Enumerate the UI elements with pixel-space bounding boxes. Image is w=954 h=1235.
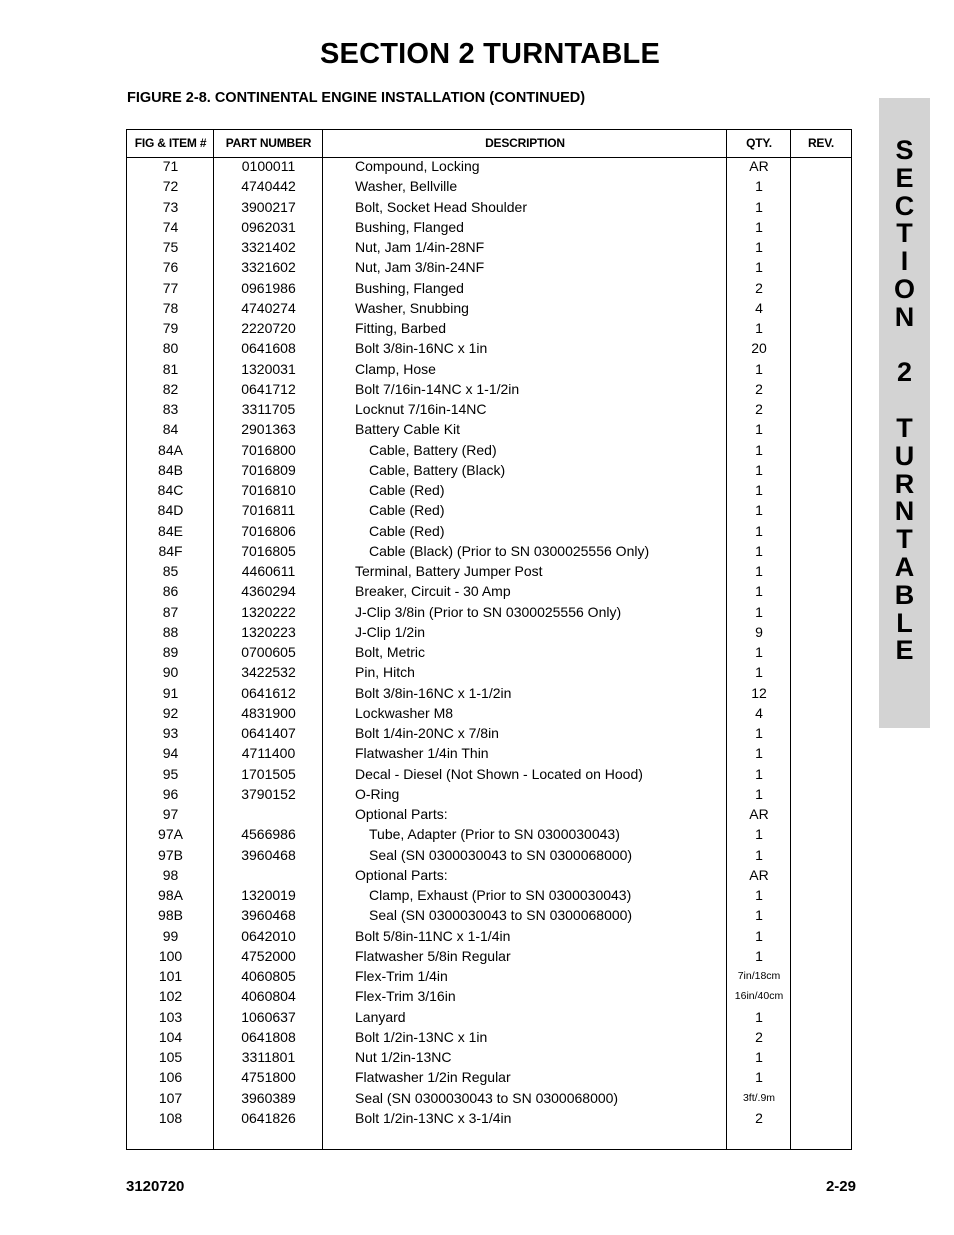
table-row bbox=[127, 684, 851, 704]
fig-item-cell: 98B bbox=[158, 907, 183, 924]
qty-cell: AR bbox=[749, 866, 769, 883]
qty-cell: 1 bbox=[755, 218, 763, 235]
description-cell: Cable (Red) bbox=[369, 482, 445, 498]
table-body bbox=[127, 157, 851, 1129]
part-number-cell: 3311801 bbox=[241, 1049, 296, 1065]
part-number-cell: 4751800 bbox=[241, 1069, 296, 1086]
part-number-cell: 4740442 bbox=[241, 178, 296, 195]
fig-item-cell: 103 bbox=[158, 1008, 183, 1025]
side-tab-letter: A bbox=[894, 552, 915, 582]
part-number-cell: 7016800 bbox=[241, 441, 296, 458]
qty-cell: 1 bbox=[755, 887, 763, 903]
table-row bbox=[127, 663, 851, 683]
fig-item-cell: 84D bbox=[157, 502, 184, 519]
part-number-cell: 0641407 bbox=[241, 725, 296, 741]
description-cell: Optional Parts: bbox=[355, 806, 448, 822]
fig-item-cell: 79 bbox=[162, 320, 179, 336]
fig-item-cell: 83 bbox=[162, 401, 179, 417]
description-cell: Decal - Diesel (Not Shown - Located on Hood) bbox=[355, 765, 643, 782]
fig-item-cell: 84E bbox=[158, 522, 183, 539]
table-row bbox=[127, 238, 851, 258]
fig-item-cell: 100 bbox=[158, 947, 183, 964]
description-cell: Nut 1/2in-13NC bbox=[355, 1049, 452, 1065]
part-number-cell: 4460611 bbox=[241, 563, 296, 579]
table-row bbox=[127, 927, 851, 947]
qty-cell: 2 bbox=[755, 1028, 763, 1045]
qty-cell: 1 bbox=[755, 644, 763, 660]
figure-title: FIGURE 2-8. CONTINENTAL ENGINE INSTALLATION (CONTINUED) bbox=[127, 90, 586, 106]
description-cell: Bolt 7/16in-14NC x 1-1/2in bbox=[355, 380, 520, 397]
qty-cell: 1 bbox=[755, 785, 763, 802]
fig-item-cell: 94 bbox=[162, 745, 179, 762]
description-cell: Pin, Hitch bbox=[355, 664, 415, 681]
part-number-cell: 3790152 bbox=[241, 785, 296, 802]
fig-item-cell: 84C bbox=[157, 482, 184, 498]
description-cell: O-Ring bbox=[355, 785, 400, 802]
qty-cell: AR bbox=[749, 806, 769, 822]
description-cell: Bolt, Metric bbox=[355, 644, 426, 660]
fig-item-cell: 91 bbox=[162, 684, 179, 701]
fig-item-cell: 72 bbox=[162, 178, 179, 195]
part-number-cell: 0641826 bbox=[241, 1109, 296, 1126]
side-tab-letter: 2 bbox=[896, 357, 913, 388]
description-cell: Clamp, Exhaust (Prior to SN 0300030043) bbox=[369, 887, 632, 903]
table-row bbox=[127, 562, 851, 582]
table-row bbox=[127, 1109, 851, 1129]
description-cell: Bushing, Flanged bbox=[355, 279, 464, 296]
qty-cell: 1 bbox=[755, 360, 763, 377]
table-row bbox=[127, 461, 851, 481]
description-cell: Battery Cable Kit bbox=[355, 421, 461, 438]
description-cell: Seal (SN 0300030043 to SN 0300068000) bbox=[369, 907, 633, 924]
table-row bbox=[127, 582, 851, 602]
fig-item-cell: 82 bbox=[162, 380, 179, 397]
header-part-number: PART NUMBER bbox=[225, 136, 312, 150]
table-row bbox=[127, 1008, 851, 1028]
part-number-cell: 0641712 bbox=[241, 380, 296, 397]
table-row bbox=[127, 785, 851, 805]
fig-item-cell: 80 bbox=[162, 340, 179, 357]
side-tab-letter: R bbox=[894, 468, 915, 499]
fig-item-cell: 78 bbox=[162, 299, 179, 316]
part-number-cell: 4831900 bbox=[241, 704, 296, 721]
fig-item-cell: 98A bbox=[158, 887, 183, 903]
table-row bbox=[127, 279, 851, 299]
side-tab-letter: T bbox=[896, 218, 913, 249]
description-cell: Terminal, Battery Jumper Post bbox=[355, 563, 543, 579]
description-cell: J-Clip 1/2in bbox=[355, 623, 426, 640]
qty-cell: 1 bbox=[755, 1069, 763, 1086]
part-number-cell: 4711400 bbox=[241, 745, 296, 762]
part-number-cell: 7016809 bbox=[241, 461, 296, 478]
qty-cell: 1 bbox=[755, 421, 763, 438]
description-cell: Lanyard bbox=[355, 1008, 406, 1025]
qty-cell: 1 bbox=[755, 461, 763, 478]
header-description: DESCRIPTION bbox=[485, 136, 565, 150]
qty-cell: 1 bbox=[755, 178, 763, 195]
part-number-cell: 4360294 bbox=[241, 583, 296, 600]
description-cell: Bolt 5/8in-11NC x 1-1/4in bbox=[355, 927, 511, 944]
table-row bbox=[127, 380, 851, 400]
table-row bbox=[127, 299, 851, 319]
document-number: 3120720 bbox=[126, 1178, 185, 1195]
fig-item-cell: 81 bbox=[162, 360, 179, 377]
table-header bbox=[127, 130, 851, 158]
side-tab-letter: T bbox=[896, 524, 913, 555]
part-number-cell: 3321602 bbox=[241, 259, 296, 276]
description-cell: Flex-Trim 3/16in bbox=[355, 988, 456, 1005]
fig-item-cell: 84 bbox=[162, 421, 179, 438]
part-number-cell: 0642010 bbox=[241, 927, 296, 944]
description-cell: Fitting, Barbed bbox=[355, 320, 447, 336]
qty-cell: 1 bbox=[755, 198, 763, 215]
part-number-cell: 2220720 bbox=[241, 320, 296, 336]
part-number-cell: 4740274 bbox=[241, 299, 296, 316]
side-tab-letter: S bbox=[895, 135, 914, 165]
side-tab-letter: N bbox=[894, 496, 915, 527]
fig-item-cell: 97B bbox=[158, 846, 183, 863]
qty-cell: 7in/18cm bbox=[737, 970, 781, 982]
header-qty: QTY. bbox=[746, 136, 772, 150]
fig-item-cell: 104 bbox=[158, 1028, 183, 1045]
fig-item-cell: 75 bbox=[162, 239, 179, 255]
table-row bbox=[127, 603, 851, 623]
qty-cell: 1 bbox=[755, 542, 763, 559]
description-cell: Washer, Snubbing bbox=[355, 299, 469, 316]
table-row bbox=[127, 522, 851, 542]
description-cell: Locknut 7/16in-14NC bbox=[355, 401, 487, 417]
table-row bbox=[127, 360, 851, 380]
description-cell: Seal (SN 0300030043 to SN 0300068000) bbox=[355, 1089, 619, 1106]
page-number: 2-29 bbox=[825, 1178, 856, 1195]
description-cell: Flatwasher 1/2in Regular bbox=[355, 1069, 511, 1086]
section-side-tab bbox=[879, 98, 930, 728]
qty-cell: AR bbox=[749, 158, 769, 174]
part-number-cell: 3311705 bbox=[241, 401, 296, 417]
qty-cell: 1 bbox=[755, 583, 763, 600]
fig-item-cell: 95 bbox=[162, 765, 179, 782]
description-cell: Compound, Locking bbox=[355, 158, 480, 174]
fig-item-cell: 102 bbox=[158, 988, 183, 1005]
table-row bbox=[127, 441, 851, 461]
description-cell: Tube, Adapter (Prior to SN 0300030043) bbox=[369, 826, 620, 843]
section-title: SECTION 2 TURNTABLE bbox=[320, 38, 660, 70]
table-row bbox=[127, 542, 851, 562]
part-number-cell: 3960468 bbox=[241, 907, 296, 924]
fig-item-cell: 101 bbox=[158, 968, 183, 984]
table-row bbox=[127, 805, 851, 825]
fig-item-cell: 97A bbox=[158, 826, 183, 843]
qty-cell: 1 bbox=[755, 1049, 763, 1065]
qty-cell: 12 bbox=[751, 684, 767, 701]
description-cell: Flatwasher 5/8in Regular bbox=[355, 947, 511, 964]
qty-cell: 1 bbox=[755, 482, 763, 498]
part-number-cell: 1060637 bbox=[241, 1008, 296, 1025]
description-cell: Flatwasher 1/4in Thin bbox=[355, 745, 489, 762]
side-tab-letter: B bbox=[894, 579, 915, 610]
part-number-cell: 7016810 bbox=[241, 482, 296, 498]
part-number-cell: 3422532 bbox=[241, 664, 296, 681]
part-number-cell: 1320019 bbox=[241, 887, 296, 903]
side-tab-letter: E bbox=[895, 635, 914, 666]
description-cell: Cable, Battery (Black) bbox=[369, 461, 506, 478]
part-number-cell: 3321402 bbox=[241, 239, 296, 255]
qty-cell: 4 bbox=[755, 704, 763, 721]
fig-item-cell: 97 bbox=[162, 806, 179, 822]
table-row bbox=[127, 866, 851, 886]
qty-cell: 3ft/.9m bbox=[742, 1091, 776, 1104]
description-cell: Bolt 1/4in-20NC x 7/8in bbox=[355, 725, 499, 741]
table-row bbox=[127, 623, 851, 643]
fig-item-cell: 89 bbox=[162, 644, 179, 660]
description-cell: Bolt, Socket Head Shoulder bbox=[355, 198, 527, 215]
description-cell: Flex-Trim 1/4in bbox=[355, 968, 448, 984]
part-number-cell: 7016811 bbox=[241, 502, 296, 519]
fig-item-cell: 84F bbox=[158, 542, 183, 559]
header-fig-item: FIG & ITEM # bbox=[134, 136, 207, 150]
table-row bbox=[127, 1028, 851, 1048]
description-cell: Breaker, Circuit - 30 Amp bbox=[355, 583, 511, 600]
description-cell: Washer, Bellville bbox=[355, 178, 458, 195]
part-number-cell: 1320031 bbox=[241, 360, 296, 377]
fig-item-cell: 108 bbox=[158, 1109, 183, 1126]
qty-cell: 1 bbox=[755, 259, 763, 276]
table-row bbox=[127, 420, 851, 440]
part-number-cell: 0961986 bbox=[241, 279, 296, 296]
description-cell: Clamp, Hose bbox=[355, 360, 436, 377]
fig-item-cell: 92 bbox=[162, 704, 179, 721]
fig-item-cell: 76 bbox=[162, 259, 179, 276]
description-cell: Cable (Black) (Prior to SN 0300025556 Only) bbox=[369, 542, 650, 559]
fig-item-cell: 96 bbox=[162, 785, 179, 802]
table-row bbox=[127, 177, 851, 197]
qty-cell: 2 bbox=[755, 1109, 763, 1126]
table-row bbox=[127, 481, 851, 501]
table-row bbox=[127, 947, 851, 967]
table-row bbox=[127, 258, 851, 278]
description-cell: Bolt 3/8in-16NC x 1-1/2in bbox=[355, 684, 512, 701]
table-row bbox=[127, 906, 851, 926]
part-number-cell: 1701505 bbox=[241, 765, 296, 782]
fig-item-cell: 77 bbox=[162, 279, 179, 296]
fig-item-cell: 86 bbox=[162, 583, 179, 600]
qty-cell: 1 bbox=[755, 320, 763, 336]
qty-cell: 1 bbox=[755, 907, 763, 924]
qty-cell: 1 bbox=[755, 826, 763, 843]
part-number-cell: 7016805 bbox=[241, 542, 296, 559]
table-row bbox=[127, 400, 851, 420]
table-row bbox=[127, 704, 851, 724]
description-cell: Bolt 1/2in-13NC x 1in bbox=[355, 1028, 488, 1045]
description-cell: Bushing, Flanged bbox=[355, 218, 464, 235]
table-row bbox=[127, 886, 851, 906]
qty-cell: 16in/40cm bbox=[734, 990, 784, 1003]
part-number-cell: 4752000 bbox=[241, 947, 296, 964]
table-row bbox=[127, 846, 851, 866]
table-row bbox=[127, 643, 851, 663]
side-tab-letter: N bbox=[894, 301, 915, 332]
description-cell: Bolt 1/2in-13NC x 3-1/4in bbox=[355, 1109, 512, 1126]
fig-item-cell: 107 bbox=[158, 1089, 183, 1106]
part-number-cell: 1320222 bbox=[241, 603, 296, 620]
table-row bbox=[127, 765, 851, 785]
side-tab-letter: L bbox=[896, 607, 913, 638]
fig-item-cell: 93 bbox=[162, 725, 179, 741]
qty-cell: 1 bbox=[755, 927, 763, 944]
qty-cell: 2 bbox=[755, 279, 763, 296]
fig-item-cell: 85 bbox=[162, 563, 179, 579]
qty-cell: 1 bbox=[755, 239, 763, 255]
fig-item-cell: 99 bbox=[162, 927, 179, 944]
qty-cell: 1 bbox=[755, 522, 763, 539]
table-row bbox=[127, 967, 851, 987]
fig-item-cell: 88 bbox=[162, 623, 179, 640]
description-cell: Cable (Red) bbox=[369, 502, 445, 519]
part-number-cell: 3900217 bbox=[241, 198, 296, 215]
description-cell: Cable (Red) bbox=[369, 522, 445, 539]
qty-cell: 1 bbox=[755, 664, 763, 681]
part-number-cell: 3960389 bbox=[241, 1089, 296, 1106]
qty-cell: 1 bbox=[755, 603, 763, 620]
table-row bbox=[127, 987, 851, 1007]
side-tab-letter: U bbox=[894, 440, 915, 471]
fig-item-cell: 98 bbox=[162, 866, 179, 883]
qty-cell: 1 bbox=[755, 725, 763, 741]
fig-item-cell: 87 bbox=[162, 603, 179, 620]
table-row bbox=[127, 339, 851, 359]
header-rev: REV. bbox=[807, 136, 835, 150]
table-row bbox=[127, 825, 851, 845]
fig-item-cell: 84A bbox=[158, 441, 183, 458]
table-row bbox=[127, 501, 851, 521]
fig-item-cell: 71 bbox=[162, 158, 179, 174]
table-row bbox=[127, 1089, 851, 1109]
part-number-cell: 4060804 bbox=[241, 988, 296, 1005]
qty-cell: 1 bbox=[755, 947, 763, 964]
table-row bbox=[127, 1068, 851, 1088]
part-number-cell: 7016806 bbox=[241, 522, 296, 539]
part-number-cell: 0700605 bbox=[241, 644, 296, 660]
qty-cell: 1 bbox=[755, 563, 763, 579]
description-cell: Lockwasher M8 bbox=[355, 704, 454, 721]
table-row bbox=[127, 198, 851, 218]
qty-cell: 20 bbox=[751, 340, 767, 357]
part-number-cell: 0641808 bbox=[241, 1028, 296, 1045]
qty-cell: 1 bbox=[755, 502, 763, 519]
parts-table bbox=[126, 129, 852, 1150]
part-number-cell: 0641612 bbox=[241, 684, 296, 701]
description-cell: Bolt 3/8in-16NC x 1in bbox=[355, 340, 488, 357]
table-row bbox=[127, 157, 851, 177]
side-tab-letter: E bbox=[895, 162, 914, 193]
qty-cell: 2 bbox=[755, 380, 763, 397]
part-number-cell: 4566986 bbox=[241, 826, 296, 843]
description-cell: Cable, Battery (Red) bbox=[369, 441, 497, 458]
fig-item-cell: 106 bbox=[158, 1069, 183, 1086]
fig-item-cell: 105 bbox=[158, 1049, 183, 1065]
fig-item-cell: 84B bbox=[158, 461, 183, 478]
description-cell: Optional Parts: bbox=[355, 866, 448, 883]
table-row bbox=[127, 218, 851, 238]
qty-cell: 1 bbox=[755, 441, 763, 458]
qty-cell: 1 bbox=[755, 846, 763, 863]
fig-item-cell: 74 bbox=[162, 218, 179, 235]
qty-cell: 1 bbox=[755, 765, 763, 782]
part-number-cell: 1320223 bbox=[241, 623, 296, 640]
part-number-cell: 0641608 bbox=[241, 340, 296, 357]
part-number-cell: 2901363 bbox=[241, 421, 296, 438]
table-row bbox=[127, 1048, 851, 1068]
part-number-cell: 0962031 bbox=[241, 218, 296, 235]
qty-cell: 2 bbox=[755, 401, 763, 417]
table-row bbox=[127, 724, 851, 744]
side-tab-letter: C bbox=[894, 190, 915, 221]
description-cell: Nut, Jam 3/8in-24NF bbox=[355, 259, 485, 276]
qty-cell: 1 bbox=[755, 745, 763, 762]
fig-item-cell: 90 bbox=[162, 664, 179, 681]
qty-cell: 1 bbox=[755, 1008, 763, 1025]
side-tab-letter: T bbox=[896, 413, 913, 443]
part-number-cell: 4060805 bbox=[241, 968, 296, 984]
table-row bbox=[127, 744, 851, 764]
side-tab-letter: O bbox=[893, 274, 915, 304]
qty-cell: 4 bbox=[755, 299, 763, 316]
side-tab-letter: I bbox=[900, 246, 909, 277]
table-row bbox=[127, 319, 851, 339]
description-cell: J-Clip 3/8in (Prior to SN 0300025556 Only) bbox=[355, 603, 622, 620]
description-cell: Nut, Jam 1/4in-28NF bbox=[355, 239, 485, 255]
part-number-cell: 0100011 bbox=[241, 158, 296, 174]
description-cell: Seal (SN 0300030043 to SN 0300068000) bbox=[369, 846, 633, 863]
qty-cell: 9 bbox=[755, 623, 763, 640]
fig-item-cell: 73 bbox=[162, 198, 179, 215]
part-number-cell: 3960468 bbox=[241, 846, 296, 863]
